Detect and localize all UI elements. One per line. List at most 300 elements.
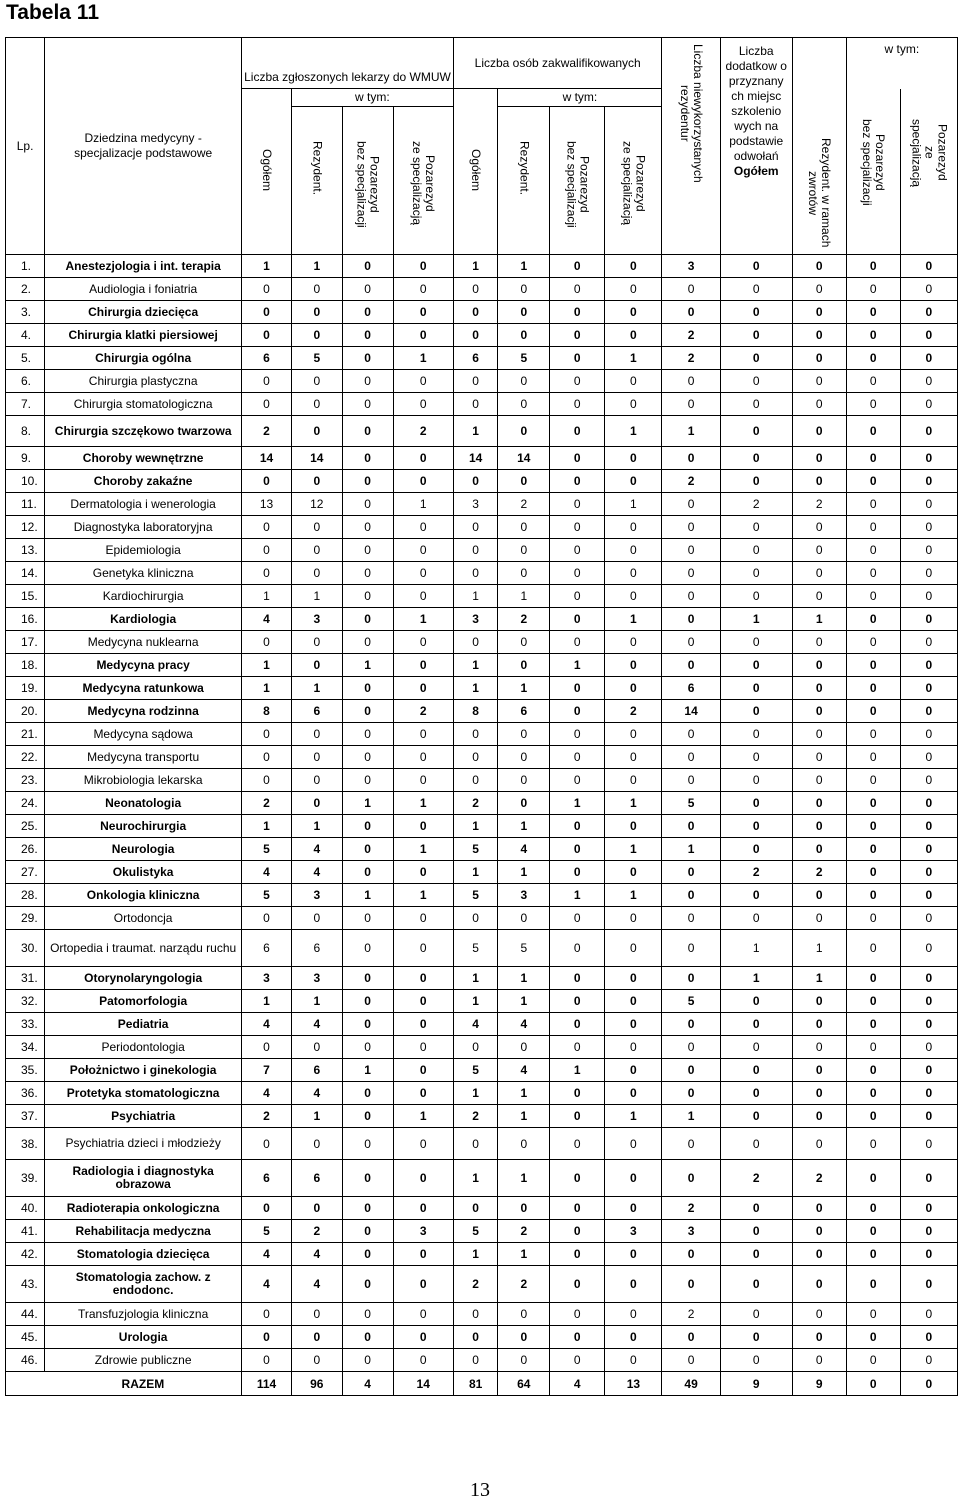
row-value: 0 [393, 654, 453, 677]
row-value: 0 [393, 907, 453, 930]
row-value: 0 [342, 278, 393, 301]
table-row [6, 769, 958, 792]
row-value: 0 [550, 416, 605, 447]
row-value: 2 [662, 324, 720, 347]
header-poza-ze2: Pozarezyd ze specjalizacją [909, 118, 950, 187]
row-value: 0 [720, 884, 792, 907]
row-value: 0 [393, 1160, 453, 1197]
table-row [6, 838, 958, 861]
row-value: 0 [342, 677, 393, 700]
row-value: 5 [242, 884, 292, 907]
row-value: 0 [550, 930, 605, 967]
row-value: 1 [605, 792, 662, 815]
row-value: 5 [498, 347, 550, 370]
row-value: 0 [550, 631, 605, 654]
row-value: 0 [792, 1036, 846, 1059]
total-value: 96 [291, 1372, 342, 1396]
header-w-tym1: w tym: [291, 89, 453, 107]
header-dodatkowych-ogolem: Ogółem [733, 164, 779, 178]
row-value: 2 [242, 792, 292, 815]
row-value: 1 [453, 861, 497, 884]
row-value: 1 [242, 255, 292, 278]
row-value: 0 [498, 1197, 550, 1220]
row-value: 0 [846, 967, 900, 990]
row-value: 14 [242, 447, 292, 470]
row-value: 0 [846, 746, 900, 769]
row-lp: 36. [6, 1082, 45, 1105]
row-value: 6 [291, 700, 342, 723]
table-row [6, 1349, 958, 1372]
row-value: 0 [342, 1243, 393, 1266]
row-value: 0 [393, 1243, 453, 1266]
row-value: 0 [900, 1059, 957, 1082]
row-value: 0 [291, 301, 342, 324]
row-value: 4 [242, 1266, 292, 1303]
row-value: 0 [242, 1128, 292, 1160]
row-value: 1 [453, 255, 497, 278]
row-specialization: Ortopedia i traumat. narządu ruchu [45, 930, 242, 967]
row-specialization: Okulistyka [45, 861, 242, 884]
table-row [6, 562, 958, 585]
row-value: 0 [342, 1220, 393, 1243]
row-value: 0 [720, 370, 792, 393]
row-value: 13 [242, 493, 292, 516]
total-value: 64 [498, 1372, 550, 1396]
row-value: 0 [662, 370, 720, 393]
row-value: 0 [720, 746, 792, 769]
row-value: 0 [550, 539, 605, 562]
row-value: 1 [453, 585, 497, 608]
row-value: 4 [498, 1013, 550, 1036]
row-value: 0 [453, 1128, 497, 1160]
row-value: 0 [605, 470, 662, 493]
row-value: 0 [605, 1036, 662, 1059]
row-value: 2 [393, 700, 453, 723]
row-value: 0 [342, 1349, 393, 1372]
row-value: 0 [393, 393, 453, 416]
row-value: 0 [242, 516, 292, 539]
row-value: 0 [498, 278, 550, 301]
row-value: 3 [662, 255, 720, 278]
row-value: 0 [550, 1036, 605, 1059]
row-value: 1 [605, 493, 662, 516]
row-value: 0 [393, 1326, 453, 1349]
row-value: 1 [453, 654, 497, 677]
row-value: 4 [291, 861, 342, 884]
row-value: 1 [550, 792, 605, 815]
row-value: 0 [498, 324, 550, 347]
row-value: 0 [720, 1220, 792, 1243]
row-lp: 12. [6, 516, 45, 539]
row-value: 0 [846, 1266, 900, 1303]
row-lp: 13. [6, 539, 45, 562]
row-lp: 21. [6, 723, 45, 746]
row-value: 2 [662, 347, 720, 370]
row-value: 0 [792, 585, 846, 608]
row-value: 0 [662, 1243, 720, 1266]
row-value: 0 [242, 1349, 292, 1372]
row-value: 3 [453, 493, 497, 516]
row-value: 0 [291, 907, 342, 930]
row-value: 0 [720, 907, 792, 930]
row-value: 0 [550, 700, 605, 723]
row-value: 0 [900, 278, 957, 301]
row-value: 0 [662, 1128, 720, 1160]
row-value: 0 [393, 631, 453, 654]
row-value: 0 [900, 1013, 957, 1036]
row-value: 0 [605, 631, 662, 654]
row-value: 0 [453, 631, 497, 654]
row-value: 1 [453, 967, 497, 990]
row-value: 0 [720, 1059, 792, 1082]
row-value: 0 [291, 769, 342, 792]
header-rez-zwrot-cell [792, 38, 846, 255]
row-value: 0 [393, 447, 453, 470]
row-value: 1 [393, 493, 453, 516]
row-value: 2 [720, 1160, 792, 1197]
row-lp: 45. [6, 1326, 45, 1349]
row-value: 0 [550, 370, 605, 393]
header-ogolem2: Ogółem [469, 148, 484, 192]
row-lp: 27. [6, 861, 45, 884]
row-value: 8 [242, 700, 292, 723]
row-value: 0 [393, 585, 453, 608]
row-value: 0 [605, 516, 662, 539]
header-group-zgloszonych: Liczba zgłoszonych lekarzy do WMUW [242, 38, 454, 89]
row-value: 0 [792, 700, 846, 723]
row-value: 6 [291, 1160, 342, 1197]
row-value: 4 [498, 1059, 550, 1082]
row-value: 0 [550, 1013, 605, 1036]
row-value: 1 [550, 1059, 605, 1082]
total-value: 9 [720, 1372, 792, 1396]
row-value: 0 [792, 1013, 846, 1036]
header-group-zakwalifikowanych: Liczba osób zakwalifikowanych [453, 38, 662, 89]
row-value: 0 [550, 1349, 605, 1372]
row-value: 0 [846, 631, 900, 654]
row-value: 0 [720, 769, 792, 792]
row-value: 1 [498, 585, 550, 608]
row-value: 0 [550, 1128, 605, 1160]
total-value: 4 [342, 1372, 393, 1396]
row-value: 1 [498, 990, 550, 1013]
row-value: 1 [792, 967, 846, 990]
row-value: 0 [342, 1303, 393, 1326]
header-poza-ze1-cell [393, 107, 453, 255]
row-value: 0 [291, 792, 342, 815]
row-value: 3 [498, 884, 550, 907]
row-value: 0 [900, 1303, 957, 1326]
table-row [6, 884, 958, 907]
header-poza-bez2b-cell [550, 107, 605, 255]
row-value: 0 [550, 585, 605, 608]
row-value: 1 [291, 990, 342, 1013]
row-value: 0 [242, 1326, 292, 1349]
header-dodatkowych: Liczba dodatkow o przyznany ch miejsc szkolenio wych na podstawie odwołań [725, 44, 787, 163]
row-value: 0 [662, 884, 720, 907]
row-value: 0 [792, 884, 846, 907]
total-value: 49 [662, 1372, 720, 1396]
row-value: 0 [291, 324, 342, 347]
table-row [6, 539, 958, 562]
row-value: 1 [720, 608, 792, 631]
table-row [6, 370, 958, 393]
row-specialization: Mikrobiologia lekarska [45, 769, 242, 792]
row-value: 2 [498, 608, 550, 631]
row-value: 0 [720, 1197, 792, 1220]
row-specialization: Chirurgia ogólna [45, 347, 242, 370]
row-specialization: Epidemiologia [45, 539, 242, 562]
row-value: 4 [291, 838, 342, 861]
row-lp: 26. [6, 838, 45, 861]
row-value: 0 [342, 815, 393, 838]
header-ogolem1: Ogółem [259, 148, 274, 192]
row-value: 6 [453, 347, 497, 370]
row-value: 6 [291, 1059, 342, 1082]
row-value: 0 [662, 967, 720, 990]
table-row [6, 493, 958, 516]
header-rezydent1-cell [291, 107, 342, 255]
row-value: 0 [605, 1266, 662, 1303]
row-value: 0 [342, 1266, 393, 1303]
row-value: 0 [900, 1082, 957, 1105]
row-value: 3 [662, 1220, 720, 1243]
row-value: 2 [453, 1105, 497, 1128]
row-value: 0 [498, 370, 550, 393]
header-niewykorzystanych-cell [662, 38, 720, 255]
row-value: 0 [550, 967, 605, 990]
table-row [6, 861, 958, 884]
table-row [6, 416, 958, 447]
row-value: 1 [393, 608, 453, 631]
table-total-row [6, 1372, 958, 1396]
row-value: 0 [605, 1349, 662, 1372]
row-value: 0 [342, 1105, 393, 1128]
row-specialization: Chirurgia szczękowo twarzowa [45, 416, 242, 447]
row-specialization: Pediatria [45, 1013, 242, 1036]
row-value: 0 [291, 1036, 342, 1059]
row-lp: 30. [6, 930, 45, 967]
row-value: 1 [291, 815, 342, 838]
row-value: 0 [662, 769, 720, 792]
row-specialization: Genetyka kliniczna [45, 562, 242, 585]
row-value: 5 [291, 347, 342, 370]
row-value: 0 [605, 562, 662, 585]
row-value: 12 [291, 493, 342, 516]
row-value: 0 [720, 1243, 792, 1266]
header-dodatkowych-cell [720, 38, 792, 255]
row-value: 2 [792, 861, 846, 884]
row-value: 0 [498, 1128, 550, 1160]
table-row [6, 1082, 958, 1105]
row-value: 0 [393, 930, 453, 967]
row-value: 0 [792, 769, 846, 792]
row-value: 0 [900, 393, 957, 416]
row-value: 0 [291, 562, 342, 585]
table-row [6, 654, 958, 677]
row-value: 0 [393, 1197, 453, 1220]
row-value: 0 [453, 1303, 497, 1326]
row-value: 0 [550, 393, 605, 416]
row-value: 0 [605, 370, 662, 393]
row-value: 0 [453, 1036, 497, 1059]
row-value: 0 [792, 324, 846, 347]
row-value: 0 [846, 516, 900, 539]
row-value: 0 [846, 585, 900, 608]
row-value: 0 [393, 1013, 453, 1036]
row-value: 2 [242, 1105, 292, 1128]
row-value: 0 [291, 539, 342, 562]
row-specialization: Neurochirurgia [45, 815, 242, 838]
row-value: 0 [846, 447, 900, 470]
row-value: 0 [605, 930, 662, 967]
row-value: 0 [900, 1160, 957, 1197]
row-value: 1 [342, 792, 393, 815]
row-value: 0 [792, 838, 846, 861]
row-value: 0 [550, 608, 605, 631]
row-value: 5 [662, 792, 720, 815]
row-value: 2 [453, 1266, 497, 1303]
row-value: 4 [242, 861, 292, 884]
row-value: 0 [900, 493, 957, 516]
row-lp: 39. [6, 1160, 45, 1197]
row-lp: 6. [6, 370, 45, 393]
row-value: 0 [846, 769, 900, 792]
total-value: 81 [453, 1372, 497, 1396]
row-value: 0 [900, 907, 957, 930]
row-value: 0 [846, 493, 900, 516]
row-value: 0 [242, 470, 292, 493]
row-value: 1 [662, 416, 720, 447]
row-value: 0 [662, 746, 720, 769]
row-value: 2 [605, 700, 662, 723]
row-value: 0 [242, 746, 292, 769]
row-lp: 7. [6, 393, 45, 416]
row-value: 0 [393, 815, 453, 838]
row-value: 0 [900, 677, 957, 700]
row-value: 0 [900, 608, 957, 631]
row-value: 0 [550, 990, 605, 1013]
row-value: 0 [846, 1013, 900, 1036]
row-value: 0 [342, 447, 393, 470]
row-value: 0 [605, 1303, 662, 1326]
row-value: 0 [720, 301, 792, 324]
row-value: 0 [900, 447, 957, 470]
table-row [6, 608, 958, 631]
row-value: 0 [792, 347, 846, 370]
row-value: 0 [498, 516, 550, 539]
row-value: 0 [900, 1128, 957, 1160]
row-value: 2 [792, 493, 846, 516]
row-value: 0 [900, 1197, 957, 1220]
row-value: 0 [720, 792, 792, 815]
row-value: 0 [550, 255, 605, 278]
row-value: 0 [550, 861, 605, 884]
row-value: 0 [792, 1082, 846, 1105]
row-value: 0 [900, 746, 957, 769]
row-value: 0 [291, 516, 342, 539]
row-specialization: Chirurgia stomatologiczna [45, 393, 242, 416]
row-value: 0 [242, 562, 292, 585]
row-value: 0 [453, 278, 497, 301]
row-value: 0 [792, 370, 846, 393]
row-value: 0 [605, 967, 662, 990]
header-lp: Lp. [6, 38, 45, 255]
row-value: 0 [498, 393, 550, 416]
header-rezydent2-cell [498, 107, 550, 255]
row-value: 0 [342, 585, 393, 608]
row-value: 0 [792, 1128, 846, 1160]
page-number: 13 [470, 1479, 490, 1501]
row-value: 0 [342, 1326, 393, 1349]
row-value: 0 [342, 1160, 393, 1197]
row-value: 0 [662, 278, 720, 301]
row-value: 0 [342, 324, 393, 347]
row-value: 0 [846, 1243, 900, 1266]
table-row [6, 347, 958, 370]
row-value: 1 [792, 608, 846, 631]
row-value: 0 [605, 723, 662, 746]
row-value: 0 [550, 324, 605, 347]
row-specialization: Stomatologia zachow. z endodonc. [45, 1266, 242, 1303]
row-value: 0 [498, 416, 550, 447]
row-specialization: Psychiatria [45, 1105, 242, 1128]
row-value: 1 [393, 838, 453, 861]
row-specialization: Choroby zakaźne [45, 470, 242, 493]
row-value: 0 [550, 677, 605, 700]
row-value: 5 [453, 884, 497, 907]
row-value: 0 [550, 301, 605, 324]
row-value: 0 [846, 539, 900, 562]
row-specialization: Chirurgia klatki piersiowej [45, 324, 242, 347]
row-value: 4 [242, 608, 292, 631]
row-value: 0 [792, 1326, 846, 1349]
table-row [6, 1105, 958, 1128]
row-value: 0 [242, 1036, 292, 1059]
row-value: 0 [846, 1128, 900, 1160]
table-row [6, 301, 958, 324]
table-row [6, 1197, 958, 1220]
row-value: 0 [550, 516, 605, 539]
row-value: 0 [342, 539, 393, 562]
row-value: 0 [242, 539, 292, 562]
header-poza-bez-zakw: Pozarezyd bez specjalizacji [564, 141, 592, 228]
row-value: 1 [453, 815, 497, 838]
row-value: 0 [605, 861, 662, 884]
row-value: 0 [792, 1243, 846, 1266]
row-value: 1 [453, 990, 497, 1013]
row-value: 0 [792, 1220, 846, 1243]
row-value: 0 [342, 1128, 393, 1160]
row-value: 5 [242, 838, 292, 861]
row-value: 5 [498, 930, 550, 967]
row-value: 0 [662, 493, 720, 516]
table-row [6, 1266, 958, 1303]
row-value: 0 [846, 654, 900, 677]
row-value: 0 [242, 1197, 292, 1220]
row-value: 0 [720, 516, 792, 539]
row-value: 2 [720, 493, 792, 516]
row-value: 0 [605, 301, 662, 324]
row-value: 0 [242, 723, 292, 746]
row-value: 0 [605, 990, 662, 1013]
row-value: 0 [662, 1266, 720, 1303]
row-value: 0 [720, 1349, 792, 1372]
row-value: 0 [393, 324, 453, 347]
row-value: 0 [900, 654, 957, 677]
row-value: 0 [393, 1082, 453, 1105]
total-value: 13 [605, 1372, 662, 1396]
